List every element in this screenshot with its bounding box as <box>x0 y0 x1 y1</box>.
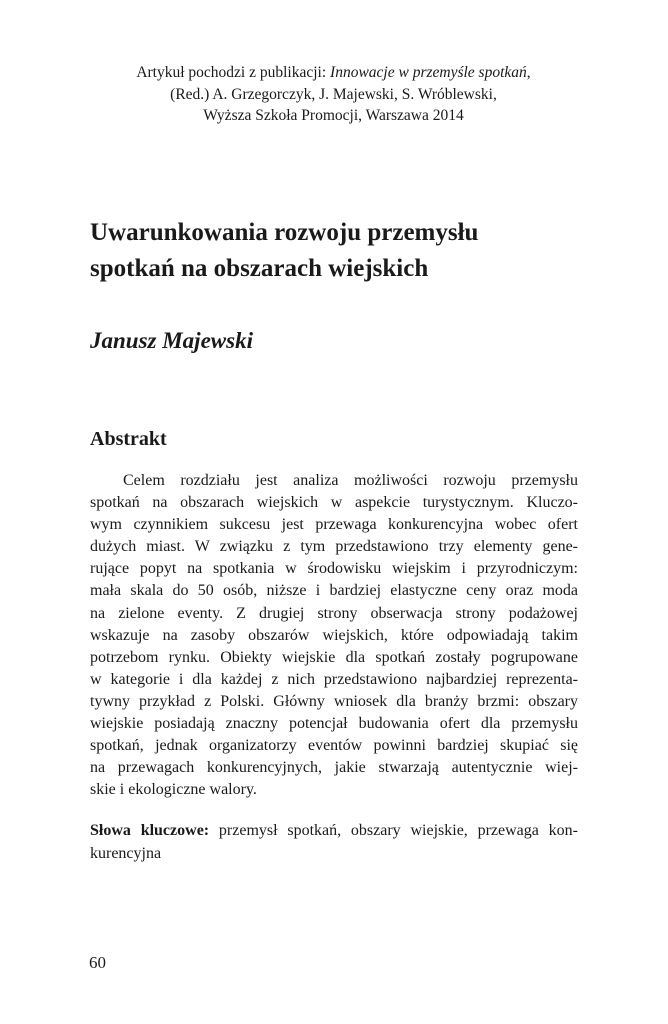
abstract-heading: Abstrakt <box>90 428 167 450</box>
chapter-title <box>90 215 590 287</box>
abstract-body <box>90 470 578 801</box>
keywords-line-1 <box>90 820 578 843</box>
chapter-title-line-1: Uwarunkowania rozwoju przemysłu <box>90 219 479 246</box>
source-note-prefix: Artykuł pochodzi z publikacji: <box>136 64 331 81</box>
source-note-line-1 <box>90 62 577 84</box>
abstract-line: Celem rozdziału jest analiza możliwości rozwoju przemysłu <box>123 472 578 489</box>
source-note-suffix: , <box>526 64 531 81</box>
abstract-line: skie i ekologiczne walory. <box>90 781 257 799</box>
abstract-line: potrzebom rynku. Obiekty wiejskie dla spotkań zostały pogrupowane <box>90 648 578 666</box>
keywords <box>90 820 578 865</box>
abstract-line: tywny przykład z Polski. Główny wniosek dla branży brzmi: obszary <box>90 692 578 710</box>
publication-title: Innowacje w przemyśle spotkań <box>330 64 527 81</box>
abstract-line: wym czynnikiem sukcesu jest przewaga konkurencyjna wobec ofert <box>90 516 578 534</box>
keywords-label: Słowa kluczowe: <box>90 822 210 839</box>
abstract-line: spotkań na obszarach wiejskich w aspekcie turystycznym. Kluczo- <box>90 494 578 512</box>
chapter-title-line-2: spotkań na obszarach wiejskich <box>90 255 429 282</box>
keywords-line-2: kurencyjna <box>90 844 162 862</box>
abstract-line: wskazuje na zasoby obszarów wiejskich, które odpowiadają takim <box>90 626 578 644</box>
keywords-text-1: przemysł spotkań, obszary wiejskie, przewaga kon- <box>209 822 578 839</box>
abstract-line: rujące popyt na spotkania w środowisku wiejskim i przyrodniczym: <box>90 560 578 578</box>
source-note-line-3: Wyższa Szkoła Promocji, Warszawa 2014 <box>203 107 464 124</box>
page-number: 60 <box>89 953 106 972</box>
abstract-line: mała skala do 50 osób, niższe i bardziej elastyczne ceny oraz moda <box>90 582 578 600</box>
abstract-line: dużych miast. W związku z tym przedstawiono trzy elementy gene- <box>90 538 578 556</box>
abstract-line: na przewagach konkurencyjnych, jakie stwarzają autentycznie wiej- <box>90 759 578 777</box>
abstract-line: na zielone eventy. Z drugiej strony obserwacja strony podażowej <box>90 604 578 622</box>
abstract-line: wiejskie posiadają znaczny potencjał budowania ofert dla przemysłu <box>90 715 578 733</box>
author-name: Janusz Majewski <box>90 328 253 353</box>
source-note-line-2: (Red.) A. Grzegorczyk, J. Majewski, S. Wróblewski, <box>170 85 497 103</box>
source-note <box>90 62 577 127</box>
abstract-line: spotkań, jednak organizatorzy eventów powinni bardziej skupiać się <box>90 737 578 755</box>
abstract-line: w kategorie i dla każdej z nich przedstawiono najbardziej reprezenta- <box>90 670 578 688</box>
